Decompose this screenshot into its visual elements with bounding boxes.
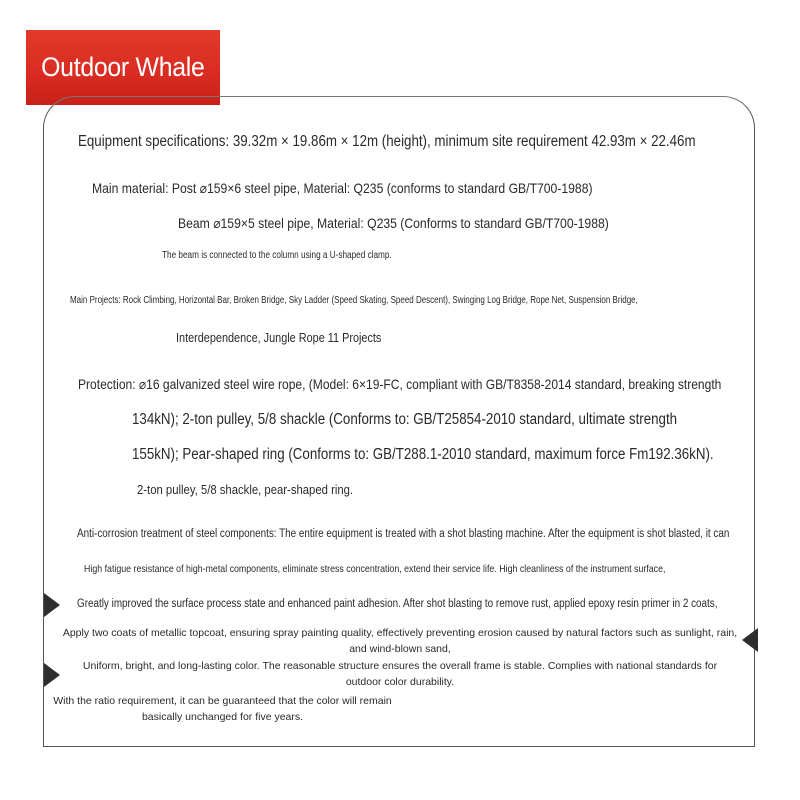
spec-line-fatigue: High fatigue resistance of high-metal components, eliminate stress concentration, extend their service life. High cleanliness of the instrument surface, (84, 563, 666, 575)
spec-line-dimensions: Equipment specifications: 39.32m × 19.86m × 12m (height), minimum site requirement 42.93m × 22.46m (78, 133, 696, 150)
spec-line-main-projects: Main Projects: Rock Climbing, Horizontal Bar, Broken Bridge, Sky Ladder (Speed Skating, Speed Descent), Swinging Log Bridge, Rope Net, Suspension Bridge, (70, 295, 638, 306)
left-arrow-icon (44, 593, 60, 617)
spec-line-color: Uniform, bright, and long-lasting color. The reasonable structure ensures the overall frame is stable. Complies with national standards for outdoor color durability. (82, 660, 718, 688)
right-arrow-icon (742, 628, 758, 652)
spec-line-beam: Beam ⌀159×5 steel pipe, Material: Q235 (Conforms to standard GB/T700-1988) (178, 215, 609, 231)
spec-line-pear-ring: 155kN); Pear-shaped ring (Conforms to: GB/T288.1-2010 standard, maximum force Fm192.36kN). (132, 446, 714, 463)
spec-line-anticorrosion: Anti-corrosion treatment of steel components: The entire equipment is treated with a shot blasting machine. After the equipment is shot blasted, it can (77, 528, 730, 540)
spec-line-projects-cont: Interdependence, Jungle Rope 11 Projects (176, 331, 382, 345)
spec-line-main-material: Main material: Post ⌀159×6 steel pipe, Material: Q235 (conforms to standard GB/T700-1988) (92, 180, 593, 196)
brand-logo-box (26, 30, 220, 105)
spec-line-clamp: The beam is connected to the column using a U-shaped clamp. (162, 250, 392, 261)
spec-line-protection: Protection: ⌀16 galvanized steel wire rope, (Model: 6×19-FC, compliant with GB/T8358-2014 standard, breaking strength (78, 376, 722, 392)
spec-line-topcoat: Apply two coats of metallic topcoat, ensuring spray painting quality, effectively preventing erosion caused by natural factors such as sunlight, rain, and wind-blown sand, (62, 627, 738, 655)
brand-title: Outdoor Whale (41, 52, 205, 82)
spec-line-accessories: 2-ton pulley, 5/8 shackle, pear-shaped ring. (137, 482, 354, 497)
spec-line-surface: Greatly improved the surface process state and enhanced paint adhesion. After shot blasting to remove rust, applied epoxy resin primer in 2 coats, (77, 598, 718, 610)
spec-line-guarantee: With the ratio requirement, it can be guaranteed that the color will remain basically unchanged for five years. (53, 695, 392, 723)
spec-line-pulley-shackle: 134kN); 2-ton pulley, 5/8 shackle (Conforms to: GB/T25854-2010 standard, ultimate strength (132, 411, 678, 428)
left-arrow-icon (44, 663, 60, 687)
